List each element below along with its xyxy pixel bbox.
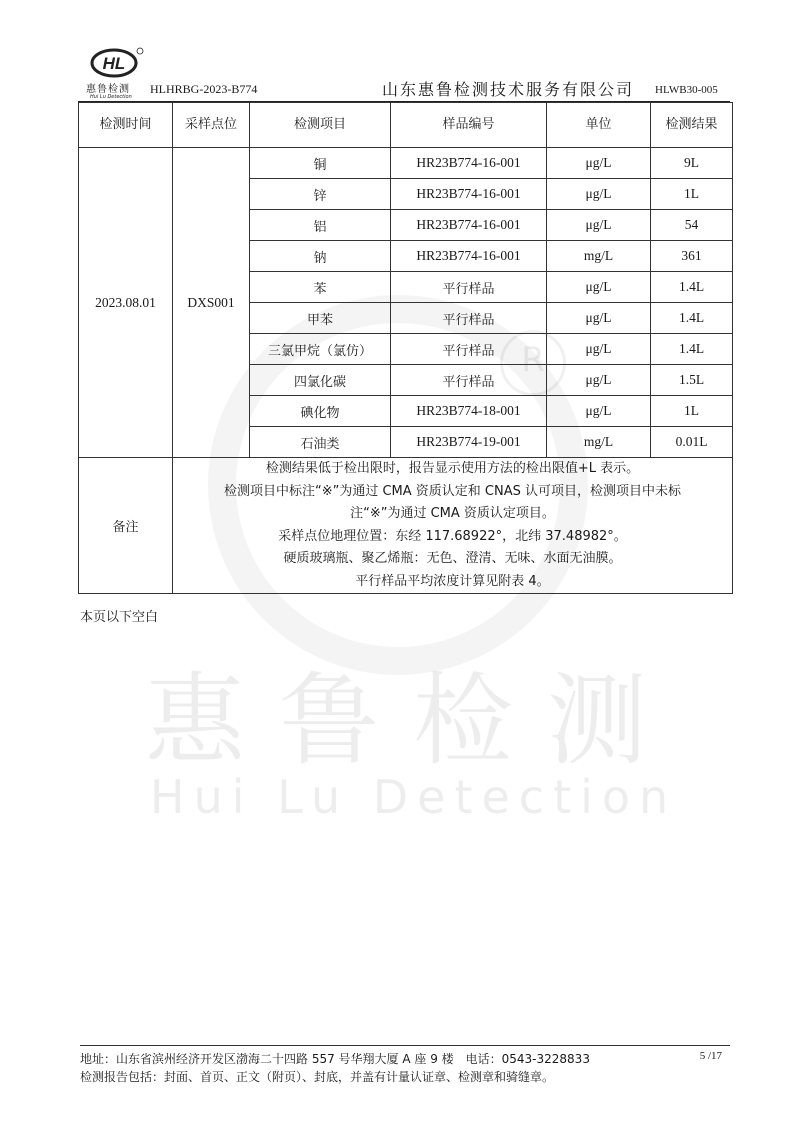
report-number: HLHRBG-2023-B774 xyxy=(150,82,258,96)
unit-cell: mg/L xyxy=(547,241,651,272)
form-number: HLWB30-005 xyxy=(655,84,718,96)
item-cell: 铝 xyxy=(250,210,391,241)
svg-text:HL: HL xyxy=(102,54,126,73)
footer-divider xyxy=(80,1045,730,1046)
sample-id-cell: HR23B774-16-001 xyxy=(391,148,547,179)
unit-cell: μg/L xyxy=(547,272,651,303)
unit-cell: μg/L xyxy=(547,396,651,427)
sample-id-cell: HR23B774-16-001 xyxy=(391,241,547,272)
result-cell: 9L xyxy=(651,148,733,179)
table-row xyxy=(79,148,733,179)
sample-id-cell: HR23B774-16-001 xyxy=(391,179,547,210)
item-cell: 甲苯 xyxy=(250,303,391,334)
page-number: 5 /17 xyxy=(699,1050,722,1062)
sample-id-cell: 平行样品 xyxy=(391,365,547,396)
result-cell: 1.4L xyxy=(651,334,733,365)
remark-line: 硬质玻璃瓶、聚乙烯瓶：无色、澄清、无味、水面无油膜。 xyxy=(283,551,622,566)
sample-id-cell: 平行样品 xyxy=(391,303,547,334)
result-cell: 361 xyxy=(651,241,733,272)
unit-cell: μg/L xyxy=(547,334,651,365)
header-test-time: 检测时间 xyxy=(79,103,173,148)
unit-cell: μg/L xyxy=(547,365,651,396)
item-cell: 石油类 xyxy=(250,427,391,458)
sample-id-cell: HR23B774-19-001 xyxy=(391,427,547,458)
watermark-registered-mark: R xyxy=(500,330,566,396)
remarks-content xyxy=(173,458,733,594)
page-footer xyxy=(80,1045,730,1086)
unit-cell: μg/L xyxy=(547,179,651,210)
sample-id-cell: 平行样品 xyxy=(391,272,547,303)
watermark-chinese-text: 惠鲁检测 xyxy=(145,662,681,779)
company-name: 山东惠鲁检测技术服务有限公司 xyxy=(382,80,635,99)
unit-cell: μg/L xyxy=(547,210,651,241)
header-test-item: 检测项目 xyxy=(250,103,391,148)
header-unit: 单位 xyxy=(547,103,651,148)
header-sample-id: 样品编号 xyxy=(391,103,547,148)
logo-english-name: Hui Lu Detection xyxy=(90,94,132,100)
remark-line: 平行样品平均浓度计算见附表 4。 xyxy=(355,573,550,589)
remark-line: 注“※”为通过 CMA 资质认定项目。 xyxy=(350,506,555,521)
footer-report-note: 检测报告包括：封面、首页、正文（附页）、封底，并盖有计量认证章、检测章和骑缝章。 xyxy=(80,1070,555,1084)
item-cell: 三氯甲烷（氯仿） xyxy=(250,334,391,365)
item-cell: 钠 xyxy=(250,241,391,272)
unit-cell: μg/L xyxy=(547,148,651,179)
sample-id-cell: HR23B774-18-001 xyxy=(391,396,547,427)
watermark-english-text: Hui Lu Detection xyxy=(150,770,678,824)
item-cell: 苯 xyxy=(250,272,391,303)
item-cell: 碘化物 xyxy=(250,396,391,427)
result-cell: 1.4L xyxy=(651,272,733,303)
unit-cell: mg/L xyxy=(547,427,651,458)
remarks-label: 备注 xyxy=(79,458,173,594)
blank-below-note: 本页以下空白 xyxy=(80,610,159,625)
table-header-row xyxy=(79,103,733,148)
remark-line: 采样点位地理位置：东经 117.68922°，北纬 37.48982°。 xyxy=(278,528,627,544)
sample-id-cell: HR23B774-16-001 xyxy=(391,210,547,241)
sample-id-cell: 平行样品 xyxy=(391,334,547,365)
page-header xyxy=(78,46,730,102)
remark-line: 检测项目中标注“※”为通过 CMA 资质认定和 CNAS 认可项目，检测项目中未标 xyxy=(223,483,682,499)
item-cell: 锌 xyxy=(250,179,391,210)
footer-address: 地址：山东省滨州经济开发区渤海二十四路 557 号华翔大厦 A 座 9 楼 电话：0543-3228833 xyxy=(80,1052,590,1066)
header-result: 检测结果 xyxy=(651,103,733,148)
result-cell: 1.4L xyxy=(651,303,733,334)
logo-chinese-name: 惠鲁检测 xyxy=(86,84,130,95)
result-cell: 54 xyxy=(651,210,733,241)
item-cell: 四氯化碳 xyxy=(250,365,391,396)
test-date-cell: 2023.08.01 xyxy=(79,148,173,458)
header-sampling-site xyxy=(173,103,250,148)
result-cell: 1L xyxy=(651,179,733,210)
remarks-row xyxy=(79,458,733,594)
item-cell: 铜 xyxy=(250,148,391,179)
logo-hl-icon xyxy=(86,46,146,80)
results-table xyxy=(78,102,733,594)
company-logo xyxy=(86,46,146,98)
sampling-site-cell: DXS001 xyxy=(173,148,250,458)
result-cell: 1.5L xyxy=(651,365,733,396)
unit-cell: μg/L xyxy=(547,303,651,334)
result-cell: 0.01L xyxy=(651,427,733,458)
result-cell: 1L xyxy=(651,396,733,427)
remark-line: 检测结果低于检出限时，报告显示使用方法的检出限值+L 表示。 xyxy=(265,461,640,476)
header-sampling-site-text: 采样点位 xyxy=(185,117,238,132)
